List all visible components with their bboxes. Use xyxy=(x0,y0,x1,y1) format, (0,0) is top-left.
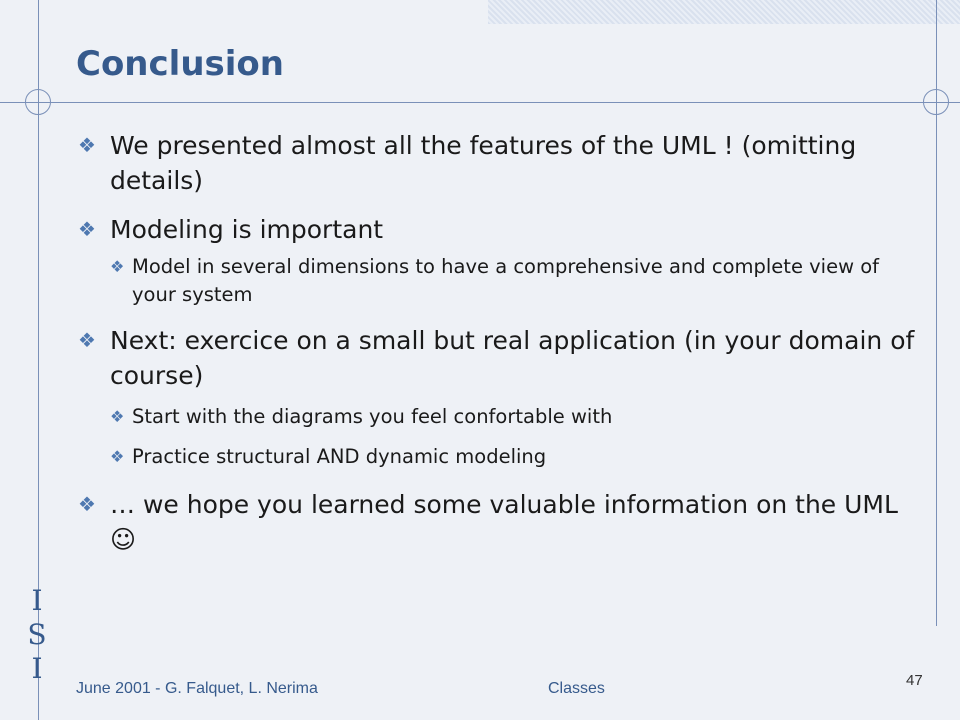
bullet-3 xyxy=(76,323,916,393)
diamond-bullet-icon: ❖ xyxy=(78,492,96,516)
page-number: 47 xyxy=(906,672,923,689)
diamond-bullet-icon: ❖ xyxy=(78,133,96,157)
diamond-bullet-icon: ❖ xyxy=(78,217,96,241)
isi-side-logo xyxy=(22,584,52,686)
bullet-text: We presented almost all the features of the UML ! (omitting details) xyxy=(110,131,857,195)
bullet-list xyxy=(76,128,916,571)
decorative-patch xyxy=(488,0,960,24)
bullet-1 xyxy=(76,128,916,198)
sub-bullet-2-1 xyxy=(110,253,916,309)
sub-bullet-3-2 xyxy=(110,443,916,471)
bullet-text: … we hope you learned some valuable information on the UML ☺ xyxy=(110,490,898,554)
sub-bullet-text: Practice structural AND dynamic modeling xyxy=(132,445,547,468)
bullet-text: Next: exercice on a small but real application (in your domain of course) xyxy=(110,326,915,390)
diamond-bullet-icon: ❖ xyxy=(110,407,125,426)
slide-title: Conclusion xyxy=(76,44,284,84)
bullet-2 xyxy=(76,212,916,247)
logo-letter: I xyxy=(31,584,43,617)
footer-section: Classes xyxy=(548,680,605,697)
sub-bullet-text: Start with the diagrams you feel confortable with xyxy=(132,405,613,428)
diamond-bullet-icon: ❖ xyxy=(110,447,125,466)
top-horizontal-rule xyxy=(0,102,960,103)
right-circle-ornament xyxy=(923,89,949,115)
sub-bullet-text: Model in several dimensions to have a comprehensive and complete view of your system xyxy=(132,255,880,306)
logo-letter: S xyxy=(27,618,47,651)
logo-letter: I xyxy=(31,652,43,685)
left-circle-ornament xyxy=(25,89,51,115)
bullet-4 xyxy=(76,487,916,557)
sub-bullet-3-1 xyxy=(110,403,916,431)
bullet-text: Modeling is important xyxy=(110,215,384,244)
diamond-bullet-icon: ❖ xyxy=(110,257,125,276)
diamond-bullet-icon: ❖ xyxy=(78,328,96,352)
footer-authors: June 2001 - G. Falquet, L. Nerima xyxy=(76,680,318,697)
